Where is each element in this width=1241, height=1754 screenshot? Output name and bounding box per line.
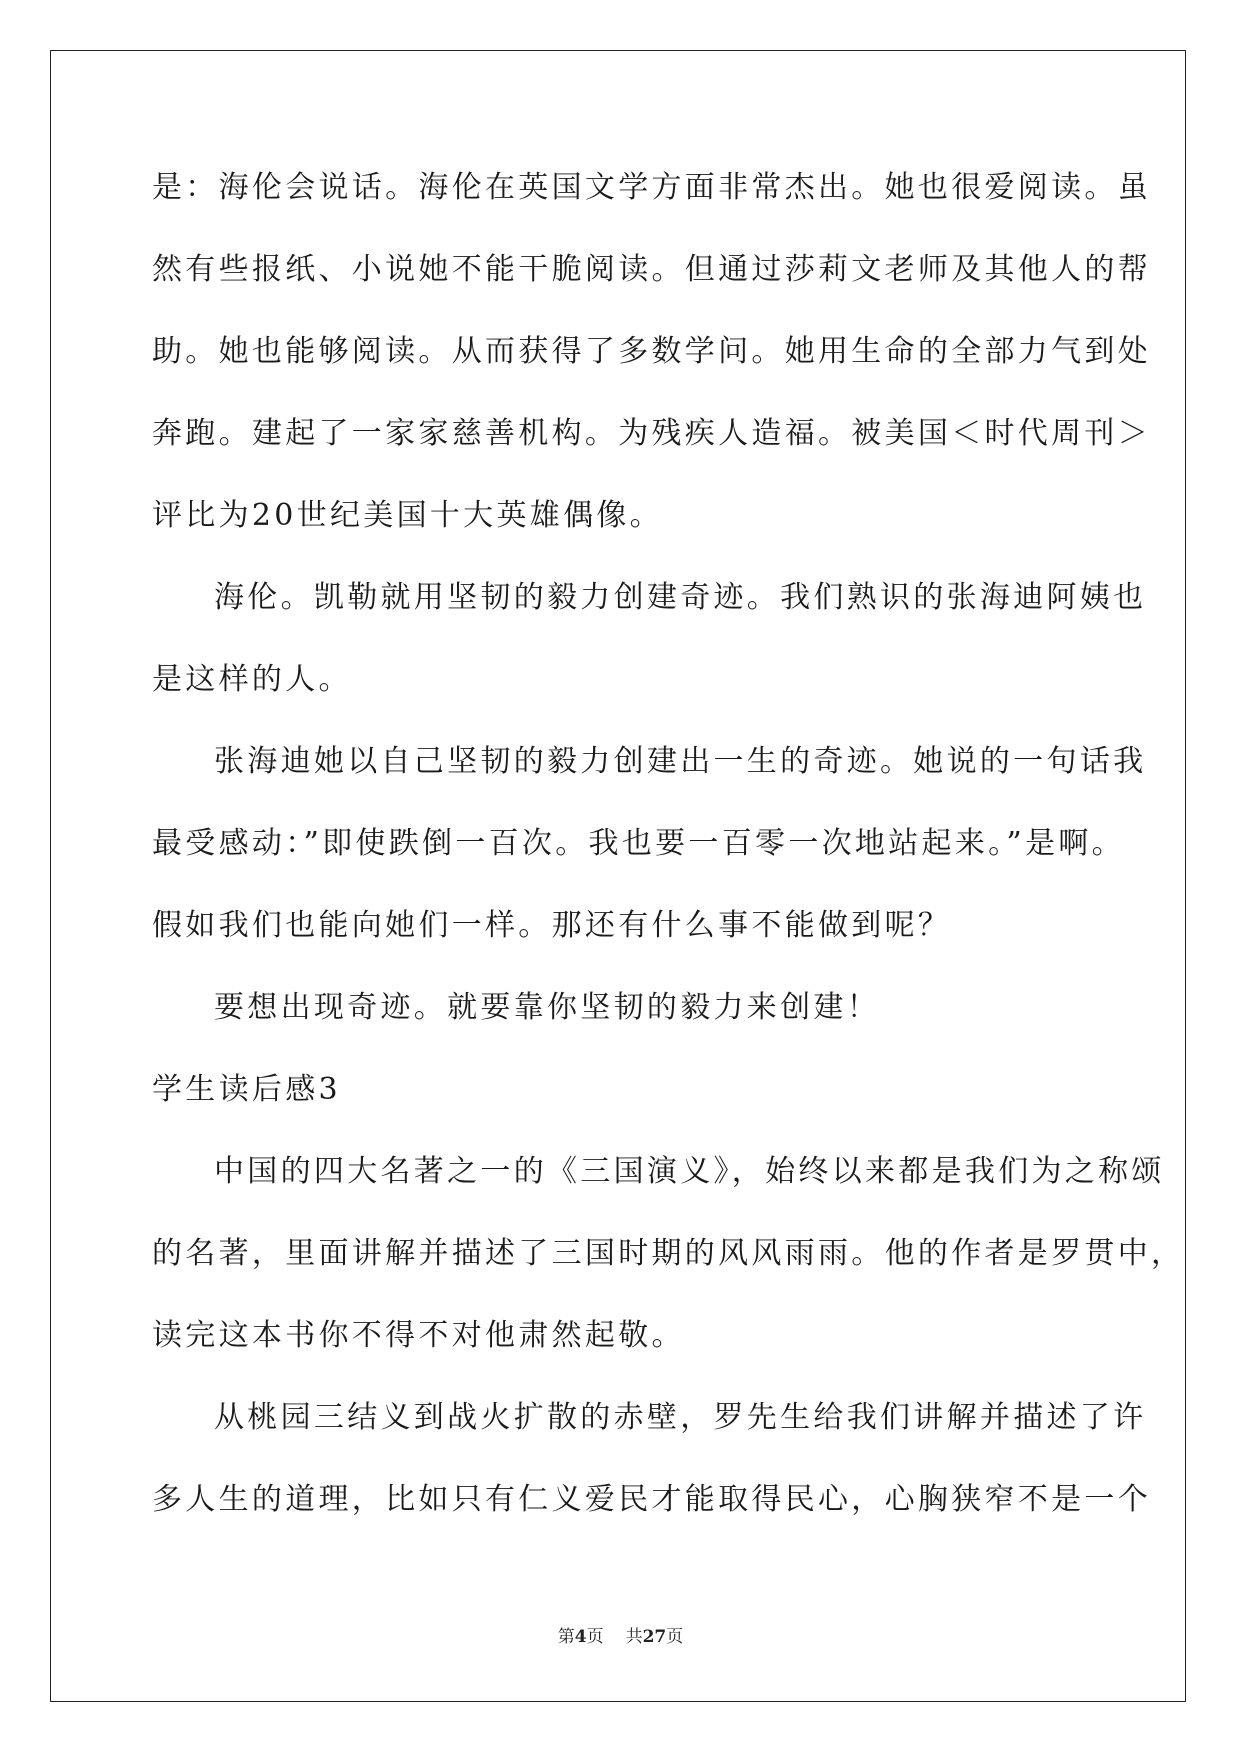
- paragraph-start-line: 中国的四大名著之一的《三国演义》，始终以来都是我们为之称颂: [214, 1154, 1165, 1189]
- text-line: 最受感动：”即使跌倒一百次。我也要一百零一次地站起来。”是啊。: [152, 826, 1125, 861]
- section-heading: 学生读后感3: [152, 1072, 341, 1107]
- total-pages: 27: [642, 1627, 667, 1647]
- text-line: 奔跑。建起了一家家慈善机构。为残疾人造福。被美国＜时代周刊＞: [152, 416, 1151, 451]
- text-line: 假如我们也能向她们一样。那还有什么事不能做到呢？: [152, 908, 952, 943]
- footer-total-suffix: 页: [666, 1627, 684, 1647]
- text-line: 助。她也能够阅读。从而获得了多数学问。她用生命的全部力气到处: [152, 334, 1151, 369]
- text-line: 是：海伦会说话。海伦在英国文学方面非常杰出。她也很爱阅读。虽: [152, 170, 1151, 205]
- text-line: 读完这本书你不得不对他肃然起敬。: [152, 1318, 685, 1353]
- text-line: 的名著，里面讲解并描述了三国时期的风风雨雨。他的作者是罗贯中，: [152, 1236, 1185, 1271]
- footer-total-prefix: 共: [625, 1627, 643, 1647]
- paragraph-start-line: 要想出现奇迹。就要靠你坚韧的毅力来创建！: [214, 990, 880, 1025]
- text-line: 评比为20世纪美国十大英雄偶像。: [152, 498, 663, 533]
- footer-page-suffix: 页: [586, 1627, 604, 1647]
- text-line: 然有些报纸、小说她不能干脆阅读。但通过莎莉文老师及其他人的帮: [152, 252, 1151, 287]
- document-body: [152, 162, 1185, 1556]
- page-footer: [0, 1622, 1241, 1647]
- footer-prefix: 第: [557, 1627, 575, 1647]
- text-line: 是这样的人。: [152, 662, 352, 697]
- paragraph-start-line: 张海迪她以自己坚韧的毅力创建出一生的奇迹。她说的一句话我: [214, 744, 1147, 779]
- paragraph-start-line: 海伦。凯勒就用坚韧的毅力创建奇迹。我们熟识的张海迪阿姨也: [214, 580, 1147, 615]
- text-line: 多人生的道理，比如只有仁义爱民才能取得民心，心胸狭窄不是一个: [152, 1482, 1151, 1517]
- paragraph-start-line: 从桃园三结义到战火扩散的赤壁，罗先生给我们讲解并描述了许: [214, 1400, 1147, 1435]
- page-number: 4: [574, 1627, 587, 1647]
